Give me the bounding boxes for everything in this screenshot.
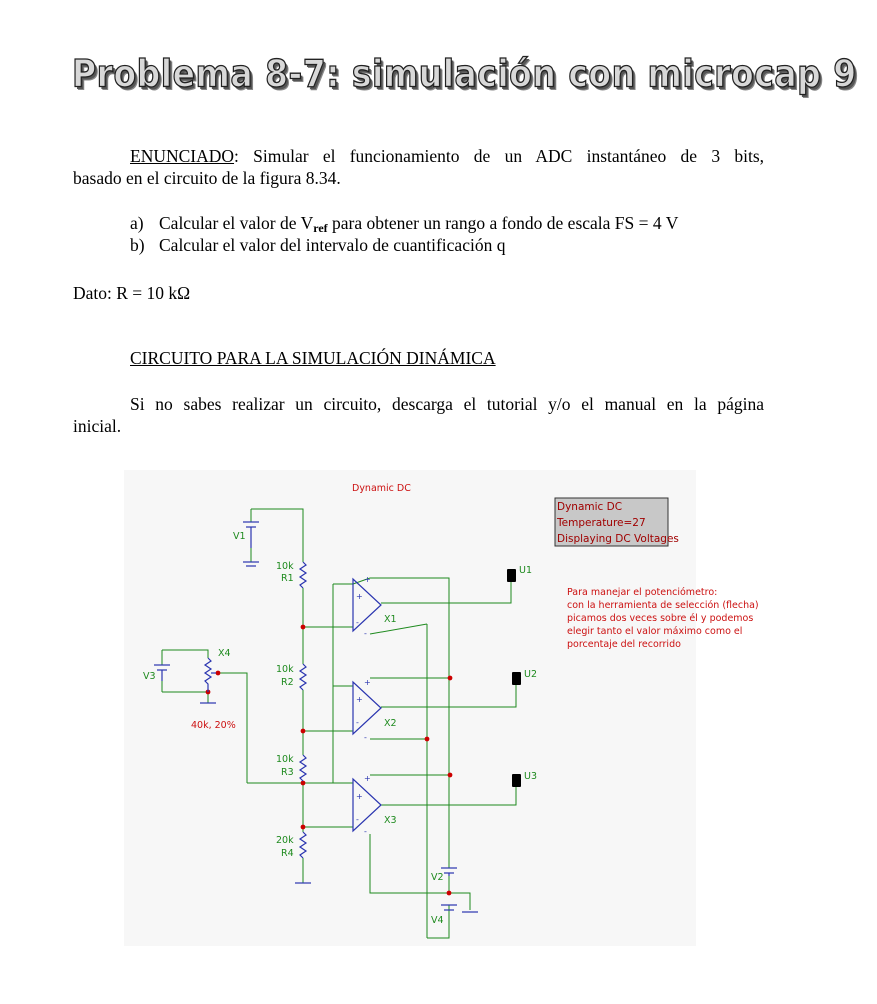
statement-line-1	[130, 145, 764, 167]
svg-text:U1: U1	[519, 565, 532, 576]
svg-text:V2: V2	[431, 872, 444, 883]
adc-schematic	[124, 470, 759, 946]
dato-line: Dato: R = 10 kΩ	[73, 283, 191, 303]
svg-text:U3: U3	[524, 771, 537, 782]
pot-setting-label: 40k, 20%	[191, 720, 236, 731]
svg-text:Displaying DC Voltages: Displaying DC Voltages	[557, 533, 679, 545]
svg-text:X4: X4	[218, 648, 231, 659]
svg-text:+: +	[364, 678, 371, 687]
svg-text:10k: 10k	[276, 664, 294, 675]
svg-text:-: -	[356, 815, 359, 824]
statement-text: : Simular el funcionamiento de un ADC instantáneo de 3 bits,	[234, 146, 764, 166]
svg-text:-: -	[356, 618, 359, 627]
svg-text:X2: X2	[384, 718, 397, 729]
vref-subscript: ref	[313, 221, 328, 235]
svg-text:+: +	[364, 575, 371, 584]
instructions-line-2: inicial.	[73, 416, 122, 436]
svg-text:U2: U2	[524, 669, 537, 680]
meter-u3-icon	[512, 774, 521, 787]
svg-text:R1: R1	[281, 573, 294, 584]
svg-text:Dynamic DC: Dynamic DC	[557, 501, 623, 513]
svg-text:-: -	[364, 733, 367, 742]
svg-text:-: -	[356, 718, 359, 727]
svg-text:Temperature=27: Temperature=27	[557, 517, 646, 529]
svg-text:10k: 10k	[276, 561, 294, 572]
page-title: Problema 8-7: simulación con microcap 9	[72, 52, 857, 96]
note-line: elegir tanto el valor máximo como el	[567, 626, 743, 637]
svg-text:10k: 10k	[276, 754, 294, 765]
section-heading: CIRCUITO PARA LA SIMULACIÓN DINÁMICA	[130, 348, 496, 368]
meter-u2-icon	[512, 672, 521, 685]
svg-text:R2: R2	[281, 677, 294, 688]
list-item-text: Calcular el valor de V	[159, 213, 314, 233]
svg-text:V3: V3	[143, 671, 156, 682]
svg-text:+: +	[364, 774, 371, 783]
note-line: con la herramienta de selección (flecha)	[567, 600, 759, 611]
statement-line-2: basado en el circuito de la figura 8.34.	[73, 168, 341, 188]
list-item-text-cont: para obtener un rango a fondo de escala FS = 4 V	[327, 213, 679, 233]
meter-u1-icon	[507, 569, 516, 582]
list-item-label: b)	[130, 235, 145, 255]
list-item-label: a)	[130, 213, 144, 233]
svg-text:+: +	[356, 592, 363, 601]
svg-text:-: -	[364, 827, 367, 836]
statement-label: ENUNCIADO	[130, 146, 235, 166]
note-line: picamos dos veces sobre él y podemos	[567, 613, 754, 624]
svg-text:R4: R4	[281, 848, 294, 859]
instructions-line-1: Si no sabes realizar un circuito, descarga el tutorial y/o el manual en la página	[130, 394, 764, 414]
svg-text:R3: R3	[281, 767, 294, 778]
svg-text:V4: V4	[431, 915, 444, 926]
note-line: porcentaje del recorrido	[567, 639, 681, 650]
list-item-text: Calcular el valor del intervalo de cuantificación q	[159, 235, 506, 255]
note-line: Para manejar el potenciómetro:	[567, 587, 718, 598]
svg-text:X1: X1	[384, 614, 397, 625]
svg-text:20k: 20k	[276, 835, 294, 846]
svg-text:+: +	[356, 792, 363, 801]
svg-text:+: +	[356, 695, 363, 704]
schematic-header: Dynamic DC	[352, 483, 411, 494]
svg-text:X3: X3	[384, 815, 397, 826]
svg-text:V1: V1	[233, 531, 246, 542]
list-item-b	[130, 234, 505, 256]
svg-text:-: -	[364, 629, 367, 638]
